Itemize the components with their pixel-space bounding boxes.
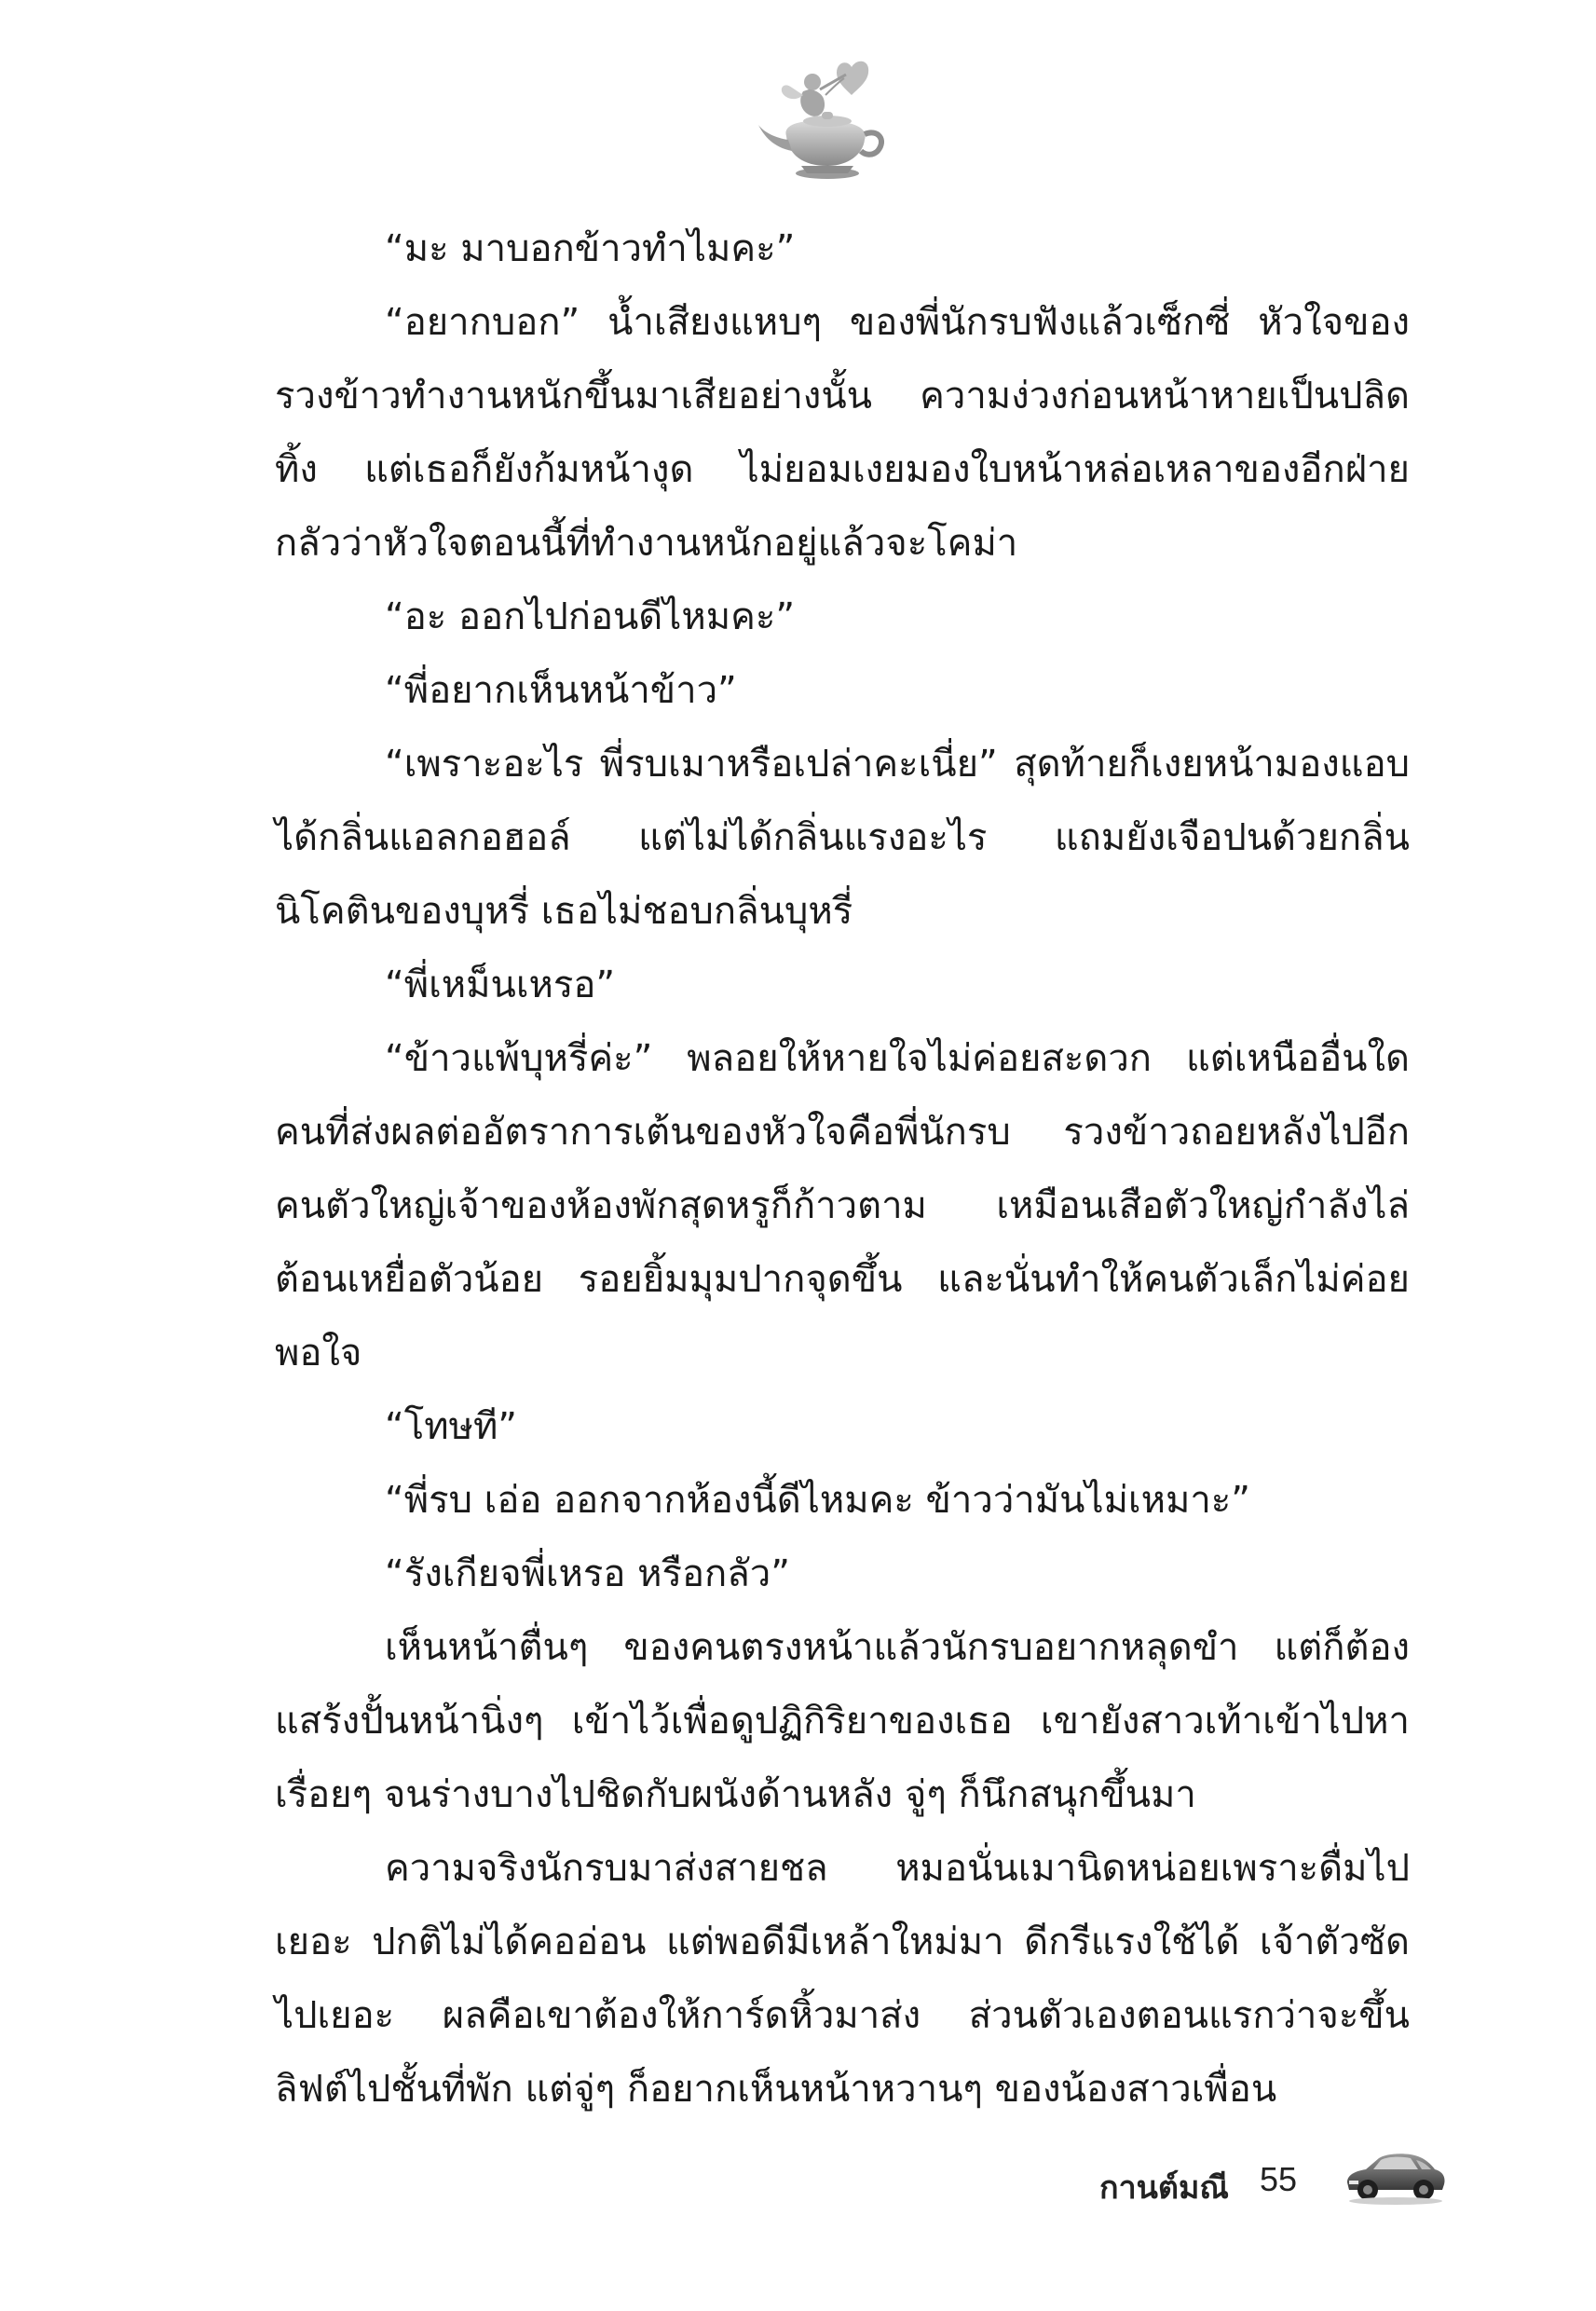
paragraph: เห็นหน้าตื่นๆ ของคนตรงหน้าแล้วนักรบอยากหลุดขำ แต่ก็ต้องแสร้งปั้นหน้านิ่งๆ เข้าไว้เพื่อดูปฏิกิริยาของเธอ เขายังสาวเท้าเข้าไปหาเรื่อยๆ จนร่างบางไปชิดกับผนังด้านหลัง จู่ๆ ก็นึกสนุกขึ้นมา bbox=[275, 1626, 1410, 1816]
paragraph: “อยากบอก” น้ำเสียงแหบๆ ของพี่นักรบฟังแล้วเซ็กซี่ หัวใจของรวงข้าวทำงานหนักขึ้นมาเสียอย่างนั้น ความง่วงก่อนหน้าหายเป็นปลิดทิ้ง แต่เธอก็ยังก้มหน้างุด ไม่ยอมเงยมองใบหน้าหล่อเหลาของอีกฝ่าย กลัวว่าหัวใจตอนนี้ที่ทำงานหนักอยู่แล้วจะโคม่า bbox=[275, 301, 1410, 565]
car-icon bbox=[1342, 2143, 1449, 2208]
paragraph: ความจริงนักรบมาส่งสายชล หมอนั่นเมานิดหน่อยเพราะดื่มไปเยอะ ปกติไม่ได้คออ่อน แต่พอดีมีเหล้าใหม่มา ดีกรีแรงใช้ได้ เจ้าตัวซัดไปเยอะ ผลคือเขาต้องให้การ์ดหิ้วมาส่ง ส่วนตัวเองตอนแรกว่าจะขึ้นลิฟต์ไปชั้นที่พัก แต่จู่ๆ ก็อยากเห็นหน้าหวานๆ ของน้องสาวเพื่อน bbox=[275, 1847, 1410, 2111]
paragraph: “เพราะอะไร พี่รบเมาหรือเปล่าคะเนี่ย” สุดท้ายก็เงยหน้ามองแอบได้กลิ่นแอลกอฮอล์ แต่ไม่ได้กลิ่นแรงอะไร แถมยังเจือปนด้วยกลิ่นนิโคตินของบุหรี่ เธอไม่ชอบกลิ่นบุหรี่ bbox=[275, 743, 1410, 933]
paragraph: “อะ ออกไปก่อนดีไหมคะ” bbox=[385, 595, 796, 638]
chapter-body-text bbox=[275, 212, 1410, 2126]
paragraph: “รังเกียจพี่เหรอ หรือกลัว” bbox=[385, 1552, 790, 1595]
paragraph: “มะ มาบอกข้าวทำไมคะ” bbox=[385, 227, 796, 270]
paragraph: “โทษที” bbox=[385, 1405, 518, 1448]
paragraph: “พี่เหม็นเหรอ” bbox=[385, 964, 616, 1006]
page-footer bbox=[0, 2143, 1596, 2227]
teapot-cupid-ornament-icon bbox=[755, 54, 904, 194]
paragraph: “พี่อยากเห็นหน้าข้าว” bbox=[385, 669, 737, 712]
book-title: กานต์มณี bbox=[1099, 2169, 1229, 2207]
paragraph: “พี่รบ เอ่อ ออกจากห้องนี้ดีไหมคะ ข้าวว่ามันไม่เหมาะ” bbox=[385, 1479, 1251, 1522]
paragraph: “ข้าวแพ้บุหรี่ค่ะ” พลอยให้หายใจไม่ค่อยสะดวก แต่เหนืออื่นใดคนที่ส่งผลต่ออัตราการเต้นของหัวใจคือพี่นักรบ รวงข้าวถอยหลังไปอีกคนตัวใหญ่เจ้าของห้องพักสุดหรูก็ก้าวตาม เหมือนเสือตัวใหญ่กำลังไล่ต้อนเหยื่อตัวน้อย รอยยิ้มมุมปากจุดขึ้น และนั่นทำให้คนตัวเล็กไม่ค่อยพอใจ bbox=[275, 1037, 1410, 1374]
page-number: 55 bbox=[1260, 2160, 1298, 2198]
